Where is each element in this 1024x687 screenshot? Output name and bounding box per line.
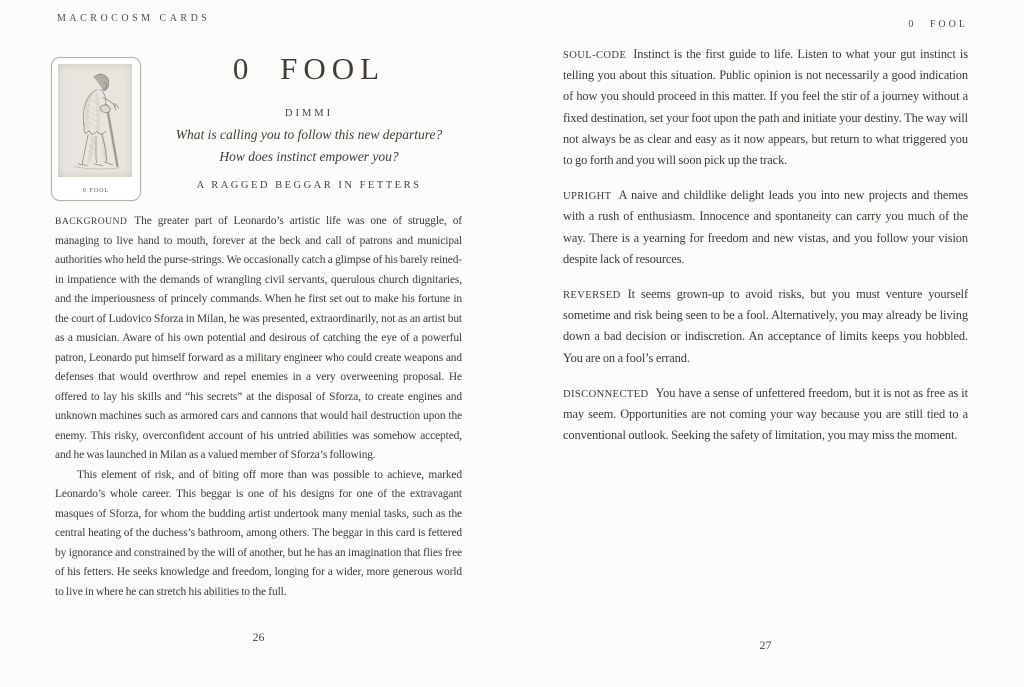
background-section-text: The greater part of Leonardo’s artistic life was one of struggle, of managing to live hand to mouth, forever at the beck and call of patrons and municipal authorities who held the purse-strings. We occasionally catch a glimpse of his barely reined-in impatience with the demands of wrangling civil servants, querulous church dignitaries, and the imperiousness of princely commands. When he first set out to make his fortune in the court of Ludovico Sforza in Milan, he was presented, extraordinarily, not as an artist but as a musician. Aware of his own potential and desirous of catching the eye of a powerful patron, Leonardo put himself forward as a military engineer who could create weapons and defenses that would overthrow and repel enemies in a very overweening proposal. He offered to lay his skills and “his secrets” at the disposal of Sforza, to create engines and unknown machines such as armored cars and cannons that would hail destruction upon the enemy. This risky, overconfident account of his untried abilities was somehow accepted, and he was launched in Milan as a valued member of Sforza’s following. xyxy=(55,215,462,461)
soul-code-section xyxy=(563,44,968,171)
running-head-left: MACROCOSM CARDS xyxy=(57,13,211,24)
card-description: A RAGGED BEGGAR IN FETTERS xyxy=(196,180,422,191)
right-page-body xyxy=(563,44,968,624)
beggar-sketch-icon xyxy=(58,64,132,177)
background-section-paragraph-2 xyxy=(55,466,462,603)
dimmi-question-1: What is calling you to follow this new departure? xyxy=(175,127,443,142)
upright-section-text: A naive and childlike delight leads you into new projects and themes with a rush of enthusiasm. Innocence and spontaneity can carry you much of the way. There is a yearning for freedom and new vistas, and you follow your vision despite lack of resources. xyxy=(563,188,968,266)
disconnected-section-text: You have a sense of unfettered freedom, but it is not as free as it may seem. Opportunities are not coming your way because you are still tied to a conventional outlook. Seeking the safety of limitation, you may miss the moment. xyxy=(563,385,968,443)
running-head-right: 0 FOOL xyxy=(908,19,968,30)
page-title: 0 FOOL xyxy=(232,51,386,86)
background-section-label: BACKGROUND xyxy=(55,216,128,227)
upright-section-label: UPRIGHT xyxy=(563,191,612,203)
soul-code-section-label: SOUL-CODE xyxy=(563,50,627,61)
soul-code-section-text: Instinct is the first guide to life. Listen to what your gut instinct is telling you about this situation. Public opinion is not necessarily a good indication of how you should proceed in this matter. If you feel the stir of a journey without a fixed destination, set your foot upon the path and initiate your destiny. The way will not always be as clear and easy as it now appears, but return to what triggered you to go forth and you will soon pick up the track. xyxy=(563,47,968,168)
dimmi-questions xyxy=(155,124,463,168)
reversed-section-label: REVERSED xyxy=(563,290,621,302)
page-number-left: 26 xyxy=(252,630,265,644)
background-section xyxy=(55,212,462,466)
background-paragraph-2-text: This element of risk, and of biting off more than was possible to achieve, marked Leonardo’s whole career. This beggar is one of his designs for one of the extravagant masques of Sforza, for whom the budding artist undertook many menial tasks, such as the central heating of the duchess’s bathroom, among others. The beggar in this card is fettered by ignorance and constrained by the will of another, but he has an imagination that flies free of his fetters. He seeks knowledge and freedom, longing for a wider, more generous world to live in where he can stretch his abilities to the full. xyxy=(55,468,462,598)
upright-section xyxy=(563,185,968,270)
dimmi-question-2: How does instinct empower you? xyxy=(219,149,399,164)
beggar-card-illustration xyxy=(58,64,132,177)
disconnected-section-label: DISCONNECTED xyxy=(563,388,649,400)
disconnected-section xyxy=(563,383,968,447)
left-page-body xyxy=(55,212,462,624)
page-number-right: 27 xyxy=(759,638,772,652)
card-caption: 0 FOOL xyxy=(82,188,110,194)
reversed-section-text: It seems grown-up to avoid risks, but you must venture yourself sometime and risk being seen to be a fool. Alternatively, you may already be living down a bad decision or indiscretion. An acceptance of limits keeps you hobbled. You are on a fool’s errand. xyxy=(563,287,968,365)
reversed-section xyxy=(563,284,968,369)
fool-tarot-card xyxy=(51,57,141,201)
dimmi-label: DIMMI xyxy=(284,108,334,119)
